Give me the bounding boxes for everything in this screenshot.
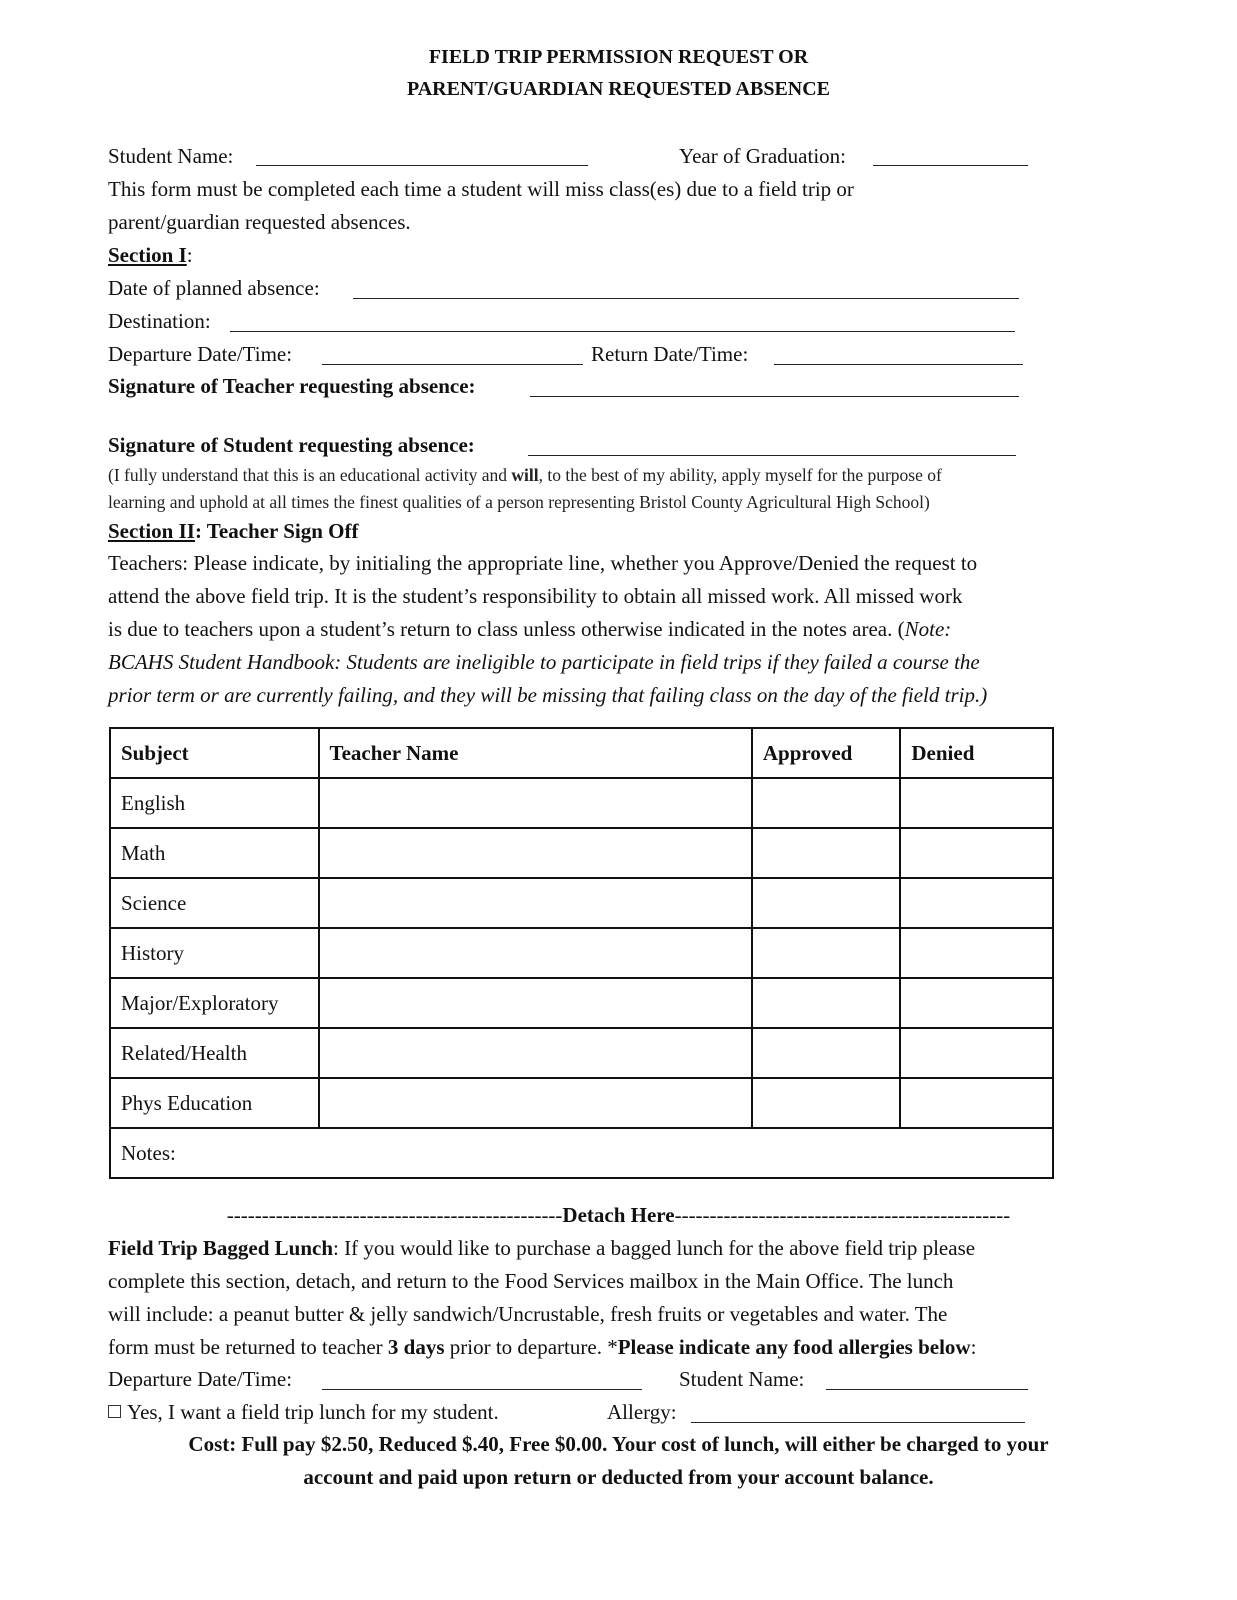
notes-cell[interactable]: Notes: bbox=[110, 1128, 1053, 1178]
teacher-signature-field[interactable] bbox=[530, 396, 1019, 397]
denied-cell[interactable] bbox=[900, 878, 1053, 928]
detach-line bbox=[0, 1203, 1237, 1228]
allergy-label: Allergy: bbox=[607, 1400, 677, 1424]
notes-row bbox=[110, 1128, 1053, 1178]
lunch-heading: Field Trip Bagged Lunch bbox=[108, 1236, 334, 1260]
destination-label: Destination: bbox=[108, 309, 211, 333]
pledge-text-bold: will bbox=[511, 465, 539, 485]
teacher-name-cell[interactable] bbox=[319, 778, 752, 828]
detach-label: Detach Here bbox=[562, 1203, 675, 1227]
lunch-line4-plain2: prior to departure. * bbox=[444, 1335, 618, 1359]
section2-heading-suffix: : Teacher Sign Off bbox=[194, 519, 359, 543]
pledge-text-a: (I fully understand that this is an educational activity and bbox=[108, 465, 512, 485]
header-teacher-name: Teacher Name bbox=[319, 728, 752, 778]
cost-text-line2: account and paid upon return or deducted from your account balance. bbox=[303, 1465, 934, 1489]
handbook-note-line1: BCAHS Student Handbook: Students are ineligible to participate in field trips if they failed a course the bbox=[108, 650, 980, 674]
table-row bbox=[110, 928, 1053, 978]
lunch-line4-days: 3 days bbox=[387, 1335, 445, 1359]
planned-absence-date-label: Date of planned absence: bbox=[108, 276, 320, 300]
teacher-name-cell[interactable] bbox=[319, 928, 752, 978]
approved-cell[interactable] bbox=[752, 978, 901, 1028]
subject-cell: Math bbox=[110, 828, 319, 878]
lunch-text-line4 bbox=[108, 1335, 976, 1360]
lunch-line4-end: : bbox=[970, 1335, 977, 1359]
denied-cell[interactable] bbox=[900, 778, 1053, 828]
cost-text-line1: Cost: Full pay $2.50, Reduced $.40, Free $0.00. Your cost of lunch, will either be charged to your bbox=[188, 1432, 1049, 1456]
destination-field[interactable] bbox=[230, 331, 1015, 332]
form-title-line2: PARENT/GUARDIAN REQUESTED ABSENCE bbox=[406, 78, 831, 100]
section2-text-line3-italic: Note: bbox=[904, 617, 952, 641]
denied-cell[interactable] bbox=[900, 1028, 1053, 1078]
departure-datetime-field[interactable] bbox=[322, 364, 583, 365]
lunch-allergy-instruction: Please indicate any food allergies below bbox=[617, 1335, 971, 1359]
subject-cell: Phys Education bbox=[110, 1078, 319, 1128]
student-name-field[interactable] bbox=[256, 165, 588, 166]
lunch-text-line1 bbox=[108, 1236, 975, 1261]
header-subject: Subject bbox=[110, 728, 319, 778]
year-graduation-field[interactable] bbox=[873, 165, 1028, 166]
denied-cell[interactable] bbox=[900, 1078, 1053, 1128]
intro-text-line2: parent/guardian requested absences. bbox=[108, 210, 411, 234]
teacher-name-cell[interactable] bbox=[319, 828, 752, 878]
lunch-line4-plain: form must be returned to teacher bbox=[108, 1335, 388, 1359]
teacher-name-cell[interactable] bbox=[319, 1028, 752, 1078]
approved-cell[interactable] bbox=[752, 928, 901, 978]
planned-absence-date-field[interactable] bbox=[353, 298, 1019, 299]
handbook-note-line2: prior term or are currently failing, and they will be missing that failing class on the day of the field trip.) bbox=[108, 683, 988, 707]
subject-cell: English bbox=[110, 778, 319, 828]
section1-heading-colon: : bbox=[186, 243, 193, 267]
header-denied: Denied bbox=[900, 728, 1053, 778]
subject-cell: Related/Health bbox=[110, 1028, 319, 1078]
detach-dashes-right: ------------------------------------------------ bbox=[674, 1203, 1011, 1227]
lunch-checkbox-row bbox=[108, 1400, 499, 1425]
lunch-text-line3: will include: a peanut butter & jelly sandwich/Uncrustable, fresh fruits or vegetables and water. The bbox=[108, 1302, 948, 1326]
approved-cell[interactable] bbox=[752, 878, 901, 928]
approved-cell[interactable] bbox=[752, 828, 901, 878]
lunch-student-name-label: Student Name: bbox=[679, 1367, 805, 1391]
form-title-line1: FIELD TRIP PERMISSION REQUEST OR bbox=[428, 46, 809, 68]
table-row bbox=[110, 978, 1053, 1028]
denied-cell[interactable] bbox=[900, 828, 1053, 878]
table-row bbox=[110, 1028, 1053, 1078]
student-signature-label: Signature of Student requesting absence: bbox=[108, 433, 475, 457]
student-name-label: Student Name: bbox=[108, 144, 234, 168]
header-approved: Approved bbox=[752, 728, 901, 778]
student-pledge-line1 bbox=[108, 465, 942, 486]
return-datetime-label: Return Date/Time: bbox=[591, 342, 749, 366]
table-row bbox=[110, 878, 1053, 928]
teacher-signature-label: Signature of Teacher requesting absence: bbox=[108, 374, 476, 398]
pledge-text-b: , to the best of my ability, apply myself for the purpose of bbox=[538, 465, 942, 485]
teacher-name-cell[interactable] bbox=[319, 878, 752, 928]
table-row bbox=[110, 828, 1053, 878]
teacher-name-cell[interactable] bbox=[319, 978, 752, 1028]
student-pledge-line2: learning and uphold at all times the finest qualities of a person representing Bristol County Agricultural High School) bbox=[108, 492, 930, 512]
student-signature-field[interactable] bbox=[528, 455, 1016, 456]
year-graduation-label: Year of Graduation: bbox=[679, 144, 846, 168]
table-header-row bbox=[110, 728, 1053, 778]
allergy-field[interactable] bbox=[691, 1422, 1025, 1423]
section2-text-line3 bbox=[108, 617, 951, 642]
departure-datetime-label: Departure Date/Time: bbox=[108, 342, 293, 366]
lunch-checkbox[interactable] bbox=[108, 1405, 121, 1418]
section1-heading-text: Section I bbox=[108, 243, 187, 267]
lunch-checkbox-label: Yes, I want a field trip lunch for my student. bbox=[127, 1400, 499, 1424]
approved-cell[interactable] bbox=[752, 1078, 901, 1128]
lunch-line1-rest: : If you would like to purchase a bagged lunch for the above field trip please bbox=[333, 1236, 976, 1260]
subject-cell: Major/Exploratory bbox=[110, 978, 319, 1028]
lunch-departure-label: Departure Date/Time: bbox=[108, 1367, 293, 1391]
lunch-departure-field[interactable] bbox=[322, 1389, 642, 1390]
section2-text-line3-plain: is due to teachers upon a student’s return to class unless otherwise indicated in the notes area. ( bbox=[108, 617, 905, 641]
intro-text-line1: This form must be completed each time a student will miss class(es) due to a field trip or bbox=[108, 177, 854, 201]
return-datetime-field[interactable] bbox=[774, 364, 1023, 365]
teacher-name-cell[interactable] bbox=[319, 1078, 752, 1128]
table-row bbox=[110, 778, 1053, 828]
table-row bbox=[110, 1078, 1053, 1128]
detach-dashes-left: ------------------------------------------------ bbox=[226, 1203, 563, 1227]
section2-heading bbox=[108, 519, 358, 544]
subject-cell: History bbox=[110, 928, 319, 978]
lunch-text-line2: complete this section, detach, and return to the Food Services mailbox in the Main Office. The lunch bbox=[108, 1269, 954, 1293]
denied-cell[interactable] bbox=[900, 978, 1053, 1028]
section2-heading-text: Section II bbox=[108, 519, 195, 543]
approved-cell[interactable] bbox=[752, 1028, 901, 1078]
section1-heading bbox=[108, 243, 193, 268]
subject-cell: Science bbox=[110, 878, 319, 928]
teacher-signoff-table bbox=[109, 727, 1054, 1179]
lunch-student-name-field[interactable] bbox=[826, 1389, 1028, 1390]
section2-text-line1: Teachers: Please indicate, by initialing the appropriate line, whether you Approve/Denied the request to bbox=[108, 551, 978, 575]
approved-cell[interactable] bbox=[752, 778, 901, 828]
section2-text-line2: attend the above field trip. It is the student’s responsibility to obtain all missed work. All missed work bbox=[108, 584, 963, 608]
denied-cell[interactable] bbox=[900, 928, 1053, 978]
